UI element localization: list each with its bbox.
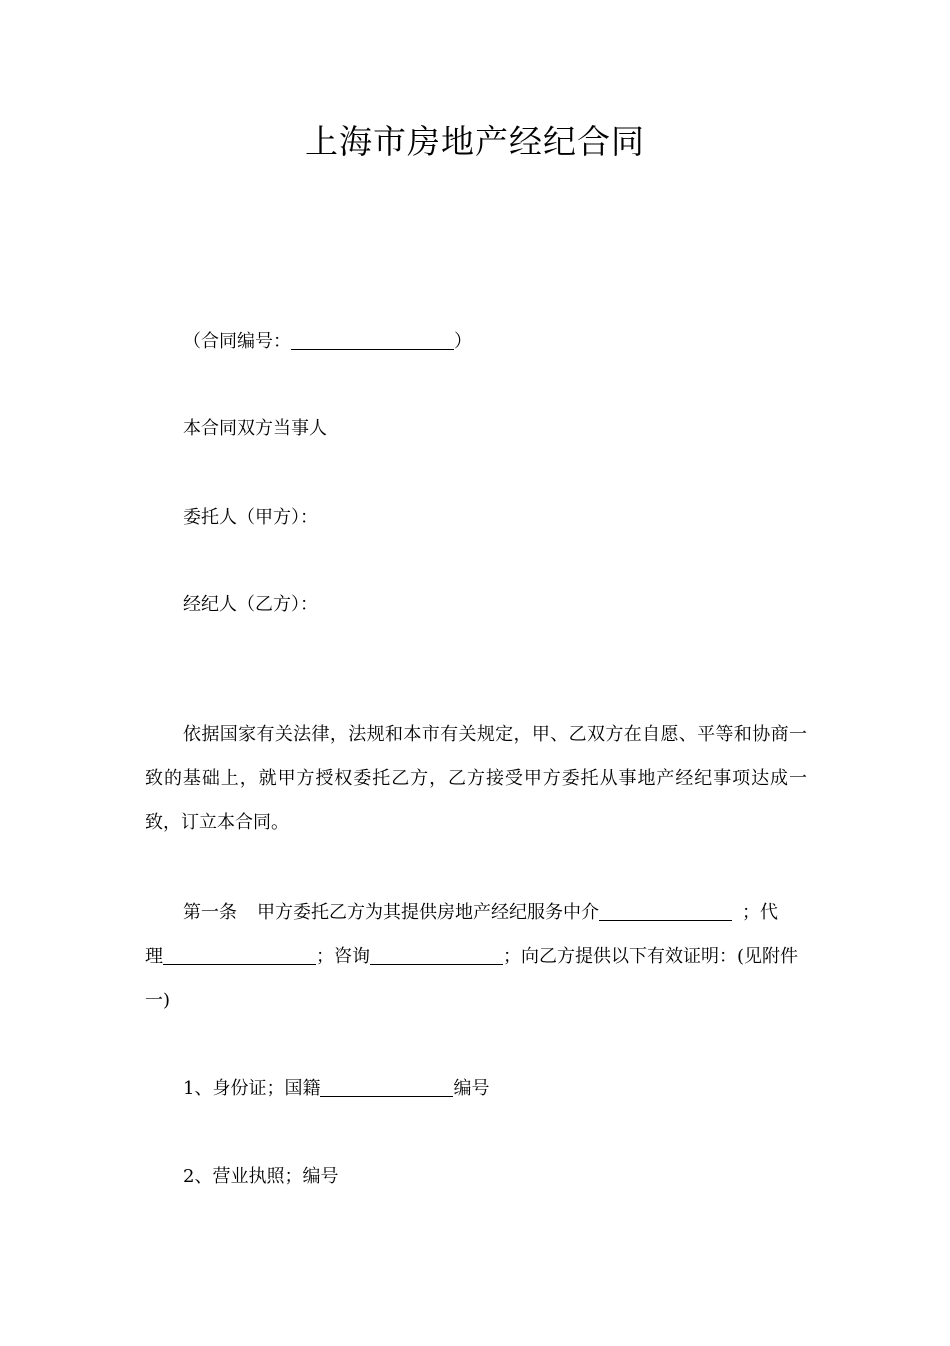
item2-line: 2、营业执照；编号 (183, 1166, 339, 1187)
party-b-label: 经纪人（乙方）： (183, 594, 318, 615)
article1-line2 (145, 946, 807, 968)
nationality-blank[interactable] (320, 1078, 453, 1097)
consulting-blank[interactable] (370, 946, 503, 965)
contract-number-line (183, 331, 472, 353)
item1-suffix: 编号 (453, 1078, 490, 1099)
parties-heading: 本合同双方当事人 (183, 418, 327, 439)
preamble-paragraph: 依据国家有关法律，法规和本市有关规定，甲、乙双方在自愿、平等和协商一致的基础上，就甲方授权委托乙方，乙方接受甲方委托从事地产经纪事项达成一致，订立本合同。 (145, 724, 807, 833)
article1-text-e: ；向乙方提供以下有效证明：(见附件 (503, 946, 799, 967)
item1-prefix: 1、身份证；国籍 (183, 1078, 321, 1099)
contract-number-prefix: （合同编号： (183, 331, 291, 352)
article1-text-b: ；代 (742, 902, 778, 923)
party-a-label: 委托人（甲方）： (183, 507, 318, 528)
contract-number-blank[interactable] (291, 331, 454, 350)
article1-line3: 一) (145, 990, 171, 1011)
agency-blank[interactable] (163, 946, 316, 965)
contract-number-suffix: ） (454, 331, 472, 352)
article1-text-d: ；咨询 (316, 946, 370, 967)
article1-text-c: 理 (145, 946, 163, 967)
article1-label: 第一条 (183, 902, 237, 923)
article1-line1 (145, 902, 807, 924)
intermediary-blank[interactable] (599, 902, 732, 921)
item1-line (183, 1078, 489, 1100)
article1-text-a: 甲方委托乙方为其提供房地产经纪服务中介 (257, 902, 599, 923)
document-title: 上海市房地产经纪合同 (305, 122, 645, 161)
